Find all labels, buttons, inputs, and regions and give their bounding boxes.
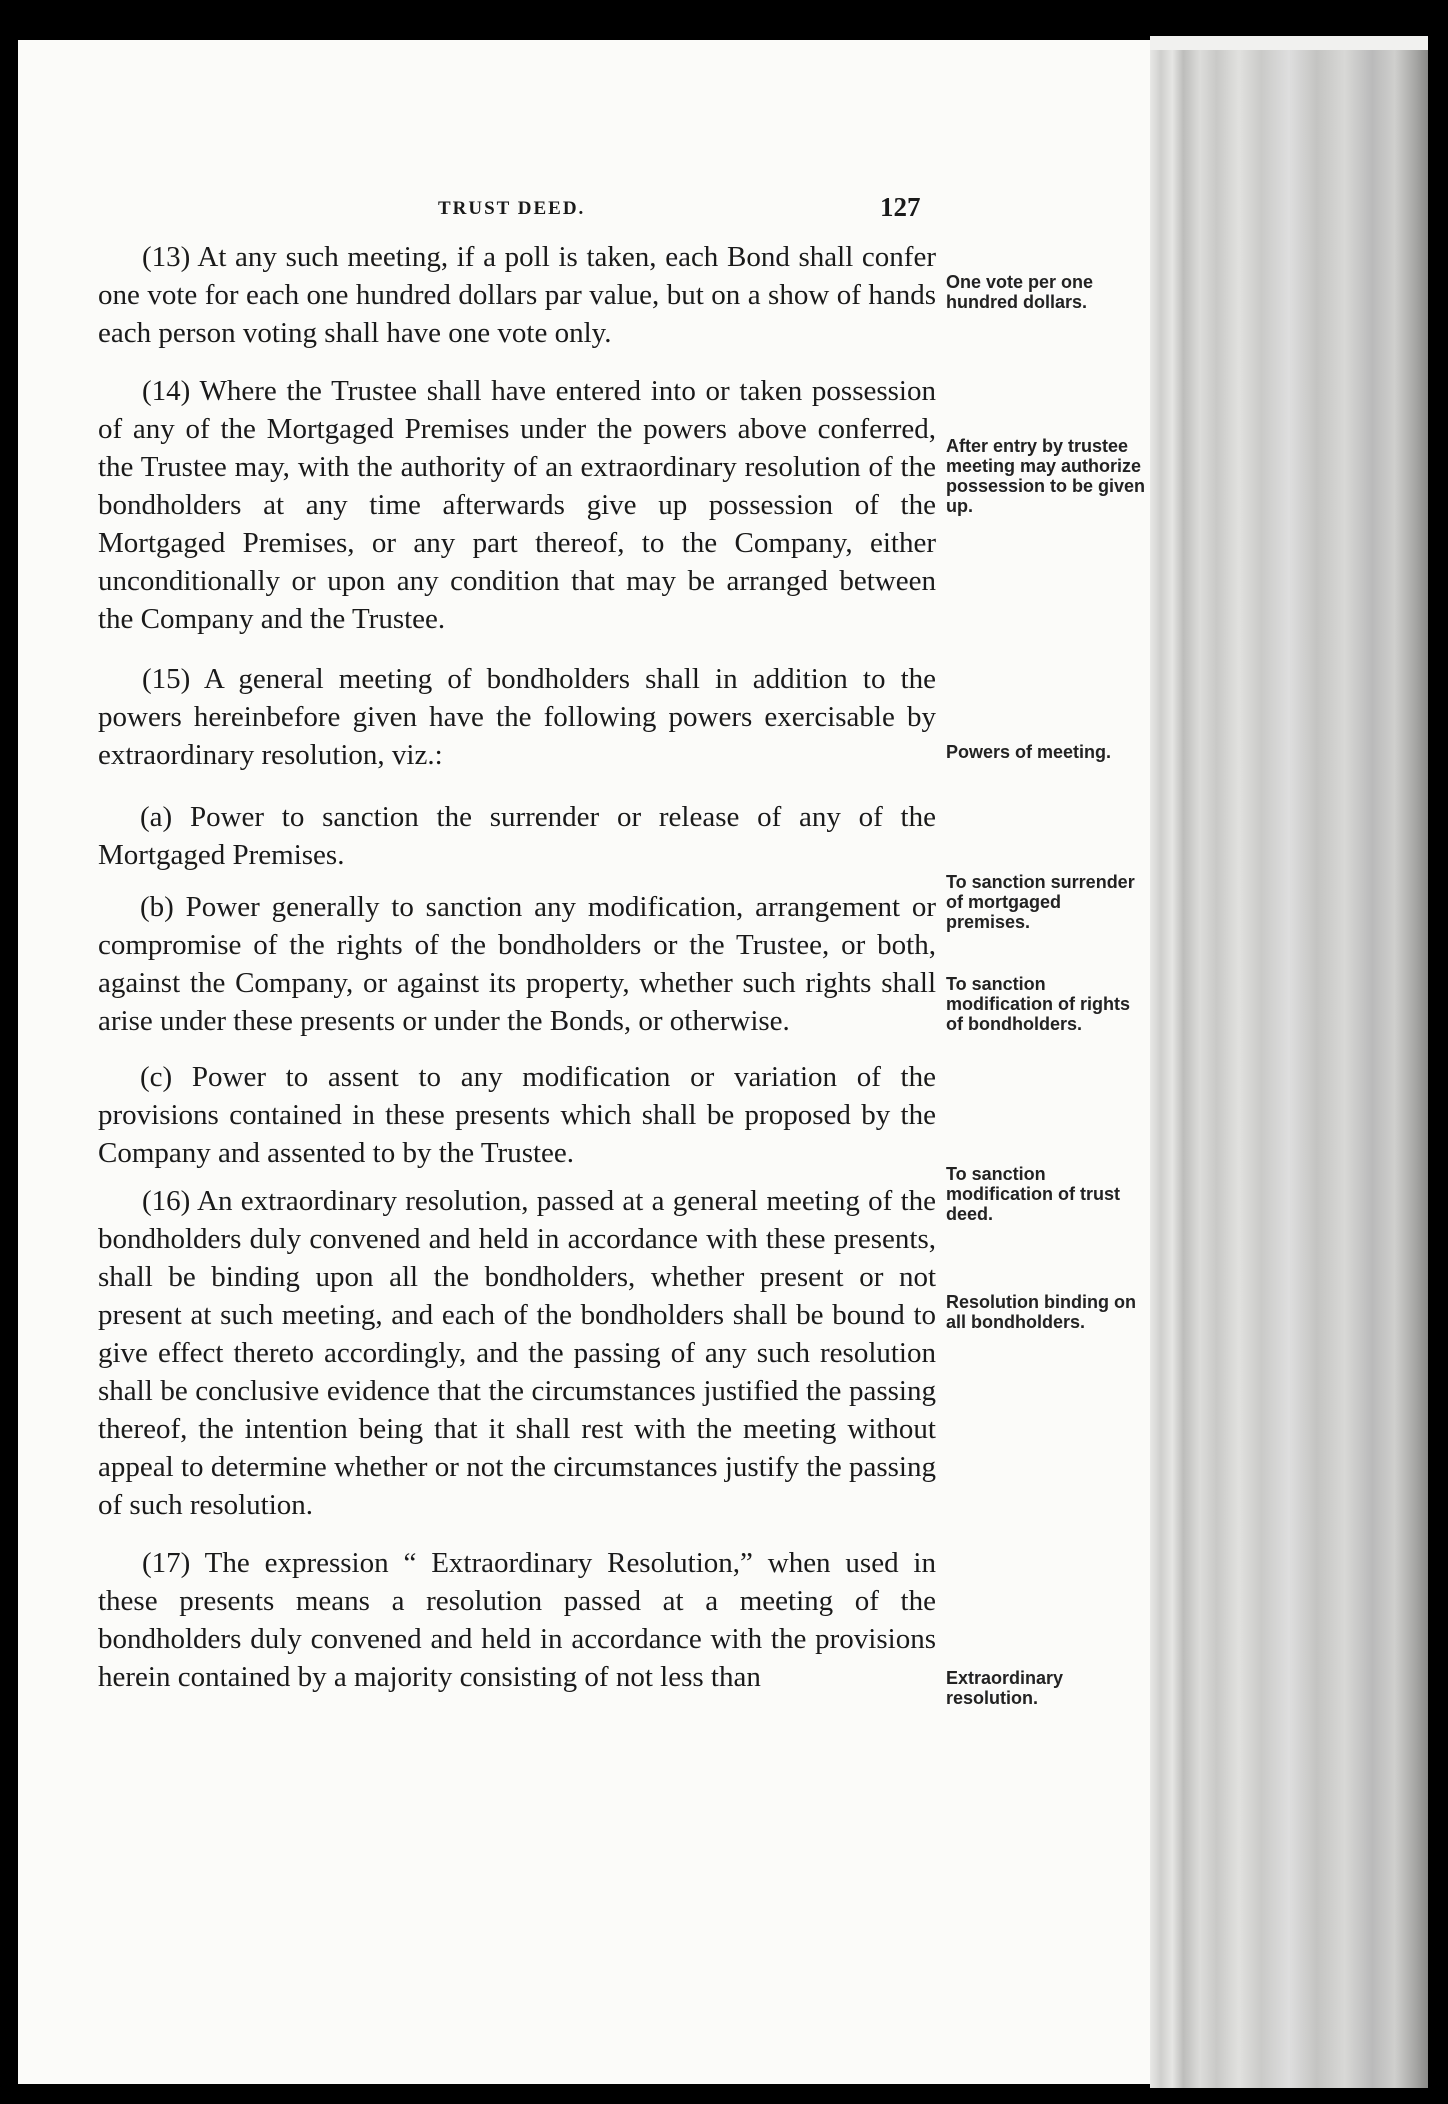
running-head: TRUST DEED.: [438, 198, 586, 219]
margin-note-resolution-binding: Resolution binding on all bondholders.: [946, 1292, 1136, 1332]
paragraph-15-c: (c) Power to assent to any modification or variation of the provisions contained in these presents which shall be proposed by the Company and assented to by the Trustee.: [98, 1061, 936, 1169]
margin-note-after-entry: After entry by trustee meeting may authorize possession to be given up.: [946, 436, 1146, 516]
margin-notes: [946, 0, 1156, 2104]
paragraph-16: (16) An extraordinary resolution, passed at a general meeting of the bondholders duly convened and held in accordance with these presents, shall be binding upon all the bondholders, whether present or not present at such meeting, and each of the bondholders shall be bound to give effect thereto accordingly, and the passing of any such resolution shall be conclusive evidence that the circumstances justified the passing thereof, the intention being that it shall rest with the meeting without appeal to determine whether or not the circumstances justify the passing of such resolution.: [98, 1185, 936, 1521]
paragraph-13: (13) At any such meeting, if a poll is taken, each Bond shall confer one vote for each one hundred dollars par value, but on a show of hands each person voting shall have one vote only.: [98, 241, 936, 349]
margin-note-one-vote: One vote per one hundred dollars.: [946, 272, 1094, 312]
page-number: 127: [880, 192, 921, 222]
margin-note-sanction-modification-rights: To sanction modification of rights of bondholders.: [946, 974, 1130, 1034]
margin-note-sanction-modification-deed: To sanction modification of trust deed.: [946, 1164, 1120, 1224]
paragraph-14: (14) Where the Trustee shall have entered into or taken possession of any of the Mortgaged Premises under the powers above conferred, the Trustee may, with the authority of an extraordinary resolution of the bondholders at any time afterwards give up possession of the Mortgaged Premises, or any part thereof, to the Company, either unconditionally or upon any condition that may be arranged between the Company and the Trustee.: [98, 375, 936, 635]
page-header: [0, 192, 1448, 228]
body-text: [98, 238, 936, 1696]
paragraph-15-a: (a) Power to sanction the surrender or release of any of the Mortgaged Premises.: [98, 801, 936, 871]
margin-note-extraordinary-resolution: Extraordinary resolution.: [946, 1668, 1064, 1708]
paragraph-15-b: (b) Power generally to sanction any modification, arrangement or compromise of the rights of the bondholders or the Trustee, or both, against the Company, or against its property, whether such rights shall arise under these presents or under the Bonds, or otherwise.: [98, 891, 936, 1037]
margin-note-sanction-surrender: To sanction surrender of mortgaged premises.: [946, 872, 1135, 932]
margin-note-powers-of-meeting: Powers of meeting.: [946, 742, 1112, 762]
page-edges-top: [1150, 36, 1428, 50]
paragraph-17: (17) The expression “ Extraordinary Resolution,” when used in these presents means a resolution passed at a meeting of the bondholders duly convened and held in accordance with the provisions herein contained by a majority consisting of not less than: [98, 1547, 936, 1693]
page-edges: [1150, 36, 1428, 2088]
paragraph-15: (15) A general meeting of bondholders shall in addition to the powers hereinbefore given have the following powers exercisable by extraordinary resolution, viz.:: [98, 663, 936, 771]
